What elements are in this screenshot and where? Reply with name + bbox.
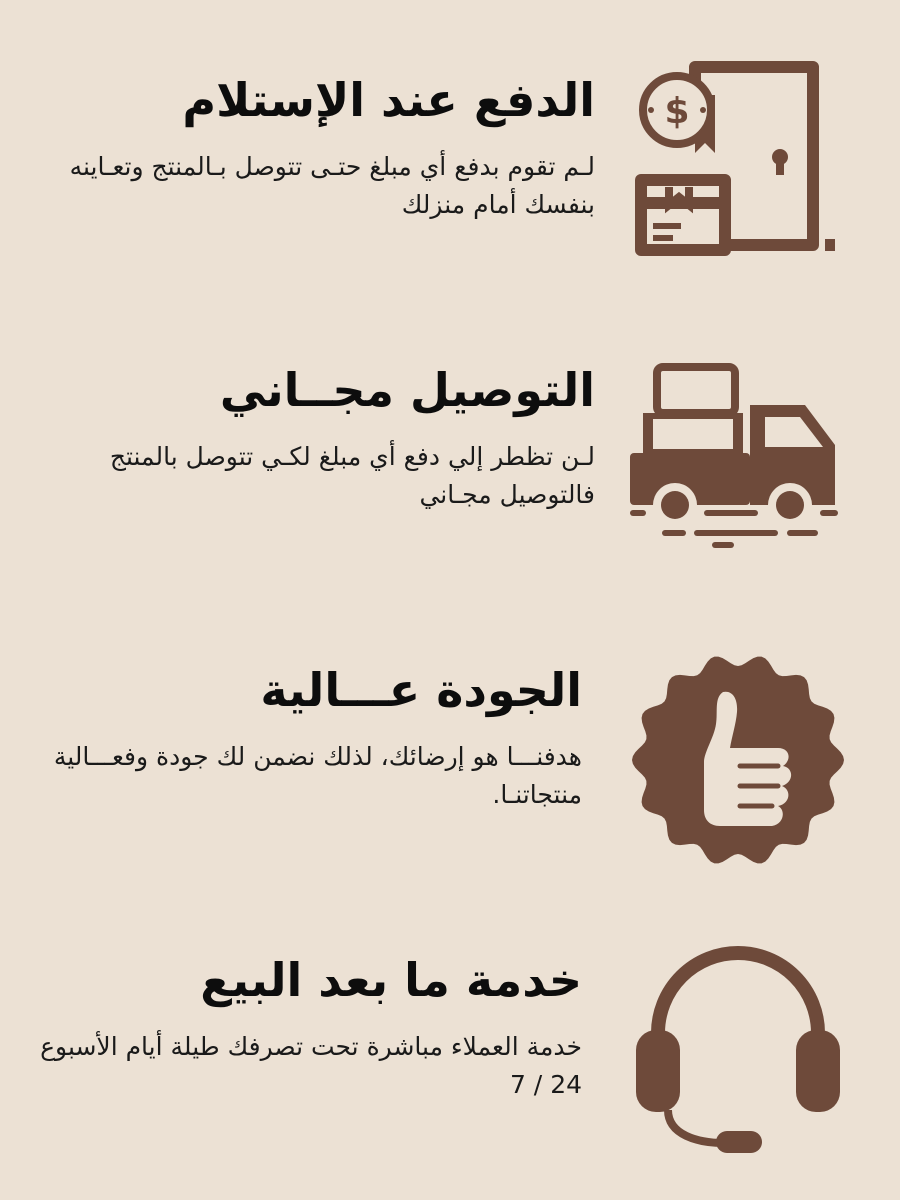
feature-description: هدفنـــا هو إرضائك، لذلك نضمن لك جودة وفعـــالية منتجاتنـا. <box>53 741 582 810</box>
feature-text <box>35 365 595 515</box>
feature-title: خدمة ما بعد البيع <box>200 953 582 1007</box>
svg-text:$: $ <box>664 91 690 132</box>
cash-on-delivery-icon <box>625 55 845 275</box>
delivery-truck-icon <box>625 345 845 565</box>
feature-description: خدمة العملاء مباشرة تحت تصرفك طيلة أيام الأسبوع 24 / 7 <box>40 1031 582 1100</box>
feature-text <box>35 75 595 225</box>
thumbs-up-badge-icon <box>628 650 848 870</box>
headset-icon <box>628 935 848 1155</box>
feature-text <box>22 665 582 815</box>
feature-description: لـن تظطر إلي دفع أي مبلغ لكـي تتوصل بالمنتج فالتوصيل مجـاني <box>109 441 595 510</box>
feature-text <box>22 955 582 1105</box>
feature-title: الدفع عند الإستلام <box>182 73 595 127</box>
feature-description: لـم تقوم بدفع أي مبلغ حتـى تتوصل بـالمنتج وتعـاينه بنفسك أمام منزلك <box>69 151 595 220</box>
feature-title: الجودة عـــالية <box>260 663 582 717</box>
feature-title: التوصيل مجــاني <box>219 363 595 417</box>
